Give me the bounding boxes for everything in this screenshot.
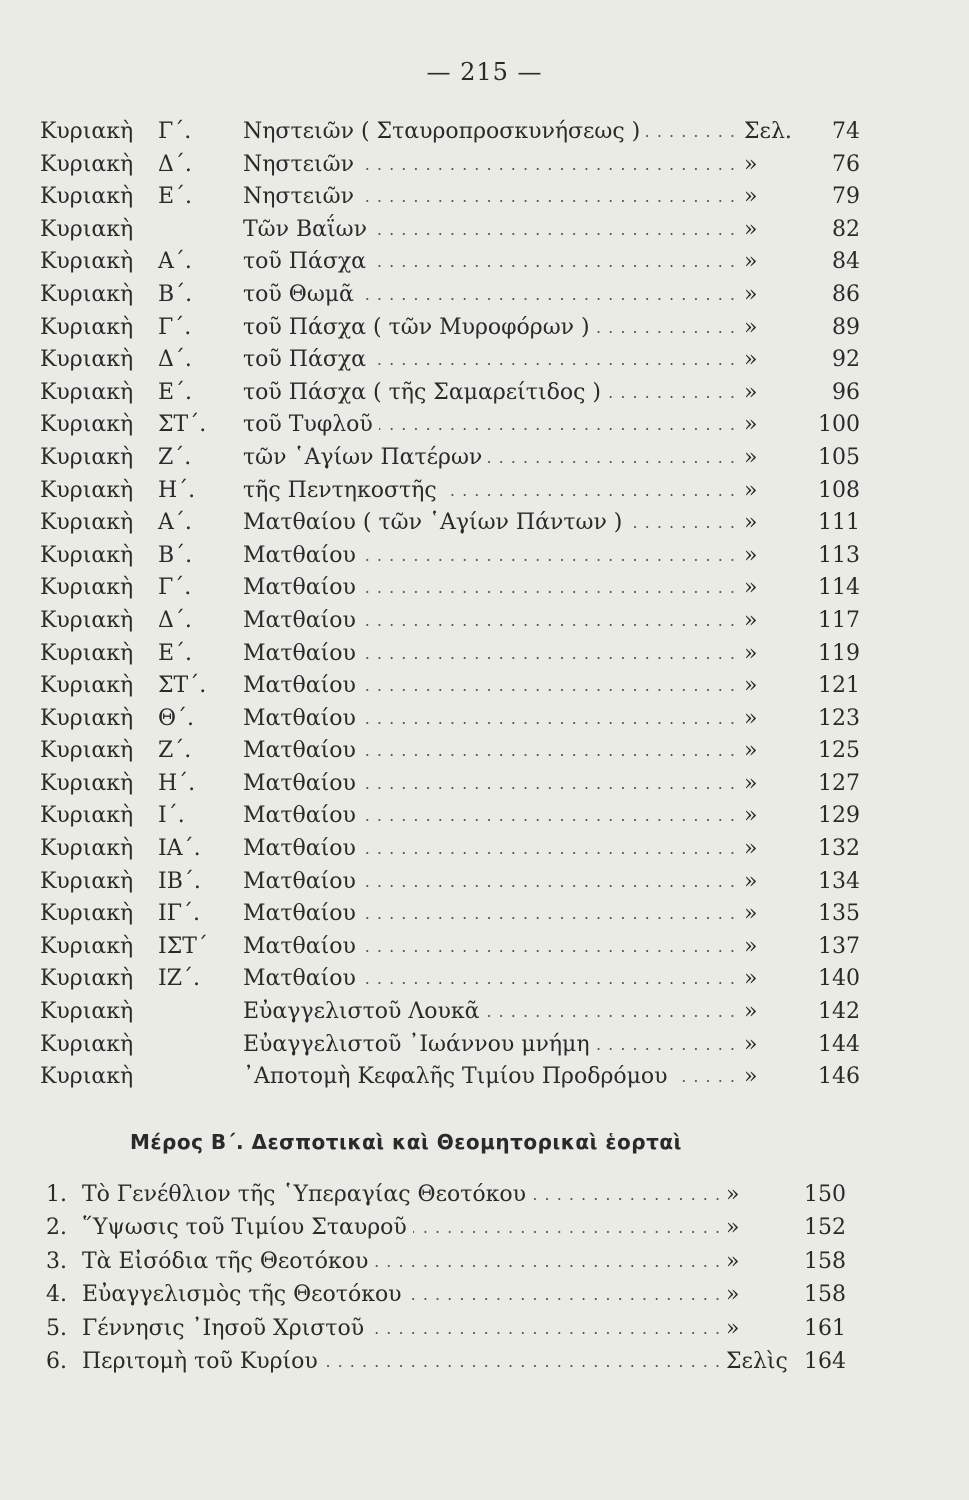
toc-marker: » — [740, 768, 806, 801]
toc-marker: » — [740, 1061, 806, 1094]
toc-marker: » — [740, 1029, 806, 1062]
toc-page: 105 — [818, 444, 860, 470]
toc-page: 134 — [818, 868, 860, 894]
toc-marker: » — [740, 442, 806, 475]
toc-title: τῶν ῾Αγίων Πατέρων — [243, 445, 488, 470]
toc-row — [40, 344, 860, 377]
feast-marker: » — [722, 1278, 796, 1311]
toc-title-cell — [243, 116, 798, 149]
toc-marker: » — [740, 344, 806, 377]
toc-page: 113 — [818, 542, 860, 568]
toc-page: 132 — [818, 836, 860, 862]
toc-title: Ματθαίου ( τῶν ῾Αγίων Πάντων ) — [243, 510, 628, 535]
toc-page: 121 — [818, 673, 860, 699]
toc-day: Κυριακὴ — [40, 607, 134, 633]
toc-page: 79 — [832, 184, 860, 210]
toc-marker: » — [740, 898, 806, 931]
toc-page: 117 — [818, 607, 860, 633]
toc-ordinal: Δ΄. — [158, 607, 192, 633]
toc-page: 108 — [818, 477, 860, 503]
toc-day: Κυριακὴ — [40, 803, 134, 829]
toc-title-cell — [243, 572, 798, 605]
toc-page: 140 — [818, 966, 860, 992]
toc-title-cell — [243, 963, 798, 996]
feast-number: 5. — [46, 1315, 67, 1341]
toc-title-cell — [243, 735, 798, 768]
feast-number: 4. — [46, 1282, 67, 1308]
toc-title: Ματθαίου — [243, 803, 362, 828]
feast-title: Περιτομὴ τοῦ Κυρίου — [82, 1349, 324, 1374]
toc-page: 146 — [818, 1064, 860, 1090]
toc-marker: » — [740, 572, 806, 605]
toc-row — [40, 116, 860, 149]
toc-ordinal: Ε΄. — [158, 379, 193, 405]
toc-page: 123 — [818, 705, 860, 731]
feast-page: 150 — [804, 1182, 846, 1207]
toc-page: 92 — [832, 347, 860, 373]
toc-page: 135 — [818, 901, 860, 927]
toc-title-cell — [243, 898, 798, 931]
toc-row — [40, 572, 860, 605]
toc-page: 96 — [832, 379, 860, 405]
toc-title-cell — [243, 866, 798, 899]
toc-title: Νηστειῶν ( Σταυροπροσκυνήσεως ) — [243, 119, 646, 144]
toc-day: Κυριακὴ — [40, 249, 134, 275]
toc-ordinal: Β΄. — [158, 542, 193, 568]
toc-title-cell — [243, 703, 798, 736]
feast-marker: » — [722, 1178, 796, 1211]
feast-row — [46, 1211, 850, 1244]
toc-title: Ματθαίου — [243, 608, 362, 633]
toc-ordinal: Ι΄. — [158, 803, 185, 829]
toc-marker: » — [740, 540, 806, 573]
feast-row — [46, 1278, 850, 1311]
feast-number: 1. — [46, 1182, 67, 1207]
toc-page: 89 — [832, 314, 860, 340]
toc-title-cell — [243, 181, 798, 214]
toc-row — [40, 507, 860, 540]
toc-day: Κυριακὴ — [40, 1031, 134, 1057]
toc-page: 114 — [818, 575, 860, 601]
toc-ordinal: ΙΒ΄. — [158, 868, 201, 894]
toc-marker: » — [740, 866, 806, 899]
toc-page: 127 — [818, 770, 860, 796]
toc-marker: » — [740, 833, 806, 866]
toc-title: Ματθαίου — [243, 966, 362, 991]
toc-title: Εὐαγγελιστοῦ ᾿Ιωάννου μνήμη — [243, 1032, 596, 1057]
toc-day: Κυριακὴ — [40, 510, 134, 536]
toc-row — [40, 605, 860, 638]
toc-row — [40, 768, 860, 801]
toc-ordinal: Γ΄. — [158, 314, 192, 340]
toc-title-cell — [243, 409, 798, 442]
feast-marker: » — [722, 1211, 796, 1244]
feast-title-cell — [82, 1312, 750, 1345]
toc-title-cell — [243, 377, 798, 410]
toc-ordinal: ΙΣΤ΄ — [158, 933, 208, 959]
feast-page: 152 — [804, 1215, 846, 1241]
toc-day: Κυριακὴ — [40, 347, 134, 373]
toc-row — [40, 703, 860, 736]
toc-title-cell — [243, 312, 798, 345]
toc-title-cell — [243, 442, 798, 475]
toc-marker: » — [740, 507, 806, 540]
toc-marker: » — [740, 475, 806, 508]
toc-day: Κυριακὴ — [40, 444, 134, 470]
feasts-list — [46, 1178, 850, 1378]
toc-row — [40, 833, 860, 866]
feast-title-cell — [82, 1178, 750, 1211]
toc-page: 76 — [832, 151, 860, 177]
toc-title: Ματθαίου — [243, 934, 362, 959]
toc-title-cell — [243, 475, 798, 508]
toc-day: Κυριακὴ — [40, 1064, 134, 1090]
toc-title-cell — [243, 214, 798, 247]
toc-page: 119 — [818, 640, 860, 666]
toc-title: τοῦ Πάσχα ( τῶν Μυροφόρων ) — [243, 315, 596, 340]
toc-marker: » — [740, 214, 806, 247]
toc-row — [40, 735, 860, 768]
toc-title: Νηστειῶν — [243, 184, 360, 209]
toc-title: Εὐαγγελιστοῦ Λουκᾶ — [243, 999, 485, 1024]
toc-marker: » — [740, 963, 806, 996]
toc-row — [40, 312, 860, 345]
toc-marker: » — [740, 181, 806, 214]
toc-day: Κυριακὴ — [40, 151, 134, 177]
feast-marker: Σελὶς — [722, 1345, 796, 1378]
toc-day: Κυριακὴ — [40, 705, 134, 731]
toc-ordinal: Ζ΄. — [158, 444, 192, 470]
section-title: Μέρος Β΄. Δεσποτικαὶ καὶ Θεομητορικαὶ ἑορταὶ — [130, 1130, 682, 1154]
toc-row — [40, 931, 860, 964]
toc-ordinal: Γ΄. — [158, 119, 192, 144]
toc-marker: » — [740, 735, 806, 768]
toc-page: 100 — [818, 412, 860, 438]
toc-day: Κυριακὴ — [40, 999, 134, 1025]
toc-marker: » — [740, 149, 806, 182]
toc-title: Τῶν Βαΐων — [243, 217, 373, 242]
toc-day: Κυριακὴ — [40, 640, 134, 666]
toc-title-cell — [243, 507, 798, 540]
feast-title: Γέννησις ᾿Ιησοῦ Χριστοῦ — [82, 1316, 370, 1341]
toc-page: 82 — [832, 216, 860, 242]
feast-title: Εὐαγγελισμὸς τῆς Θεοτόκου — [82, 1282, 408, 1307]
toc-title: τῆς Πεντηκοστῆς — [243, 478, 443, 503]
toc-title: τοῦ Πάσχα — [243, 249, 372, 274]
toc-day: Κυριακὴ — [40, 770, 134, 796]
toc-marker: » — [740, 605, 806, 638]
toc-ordinal: Θ΄. — [158, 705, 195, 731]
toc-ordinal: Ε΄. — [158, 184, 193, 210]
toc-day: Κυριακὴ — [40, 901, 134, 927]
toc-row — [40, 800, 860, 833]
feast-title-cell — [82, 1278, 750, 1311]
feast-number: 6. — [46, 1348, 67, 1374]
toc-title: Ματθαίου — [243, 543, 362, 568]
toc-day: Κυριακὴ — [40, 119, 134, 144]
toc-title-cell — [243, 344, 798, 377]
toc-row — [40, 963, 860, 996]
feast-title-cell — [82, 1245, 750, 1278]
feast-title: Τὰ Εἰσόδια τῆς Θεοτόκου — [82, 1249, 374, 1274]
toc-title: τοῦ Πάσχα — [243, 347, 372, 372]
toc-ordinal: Δ΄. — [158, 347, 192, 373]
toc-page: 111 — [818, 510, 860, 536]
feast-title-cell — [82, 1211, 750, 1244]
toc-ordinal: Β΄. — [158, 281, 193, 307]
feast-number: 2. — [46, 1215, 67, 1241]
toc-marker: » — [740, 638, 806, 671]
feast-page: 161 — [804, 1315, 846, 1341]
toc-title-cell — [243, 1029, 798, 1062]
toc-day: Κυριακὴ — [40, 738, 134, 764]
toc-row — [40, 377, 860, 410]
feast-title: ῞Υψωσις τοῦ Τιμίου Σταυροῦ — [82, 1215, 413, 1240]
toc-page: 74 — [832, 119, 860, 144]
toc-marker: » — [740, 409, 806, 442]
toc-title: Ματθαίου — [243, 738, 362, 763]
toc-title-cell — [243, 800, 798, 833]
toc-marker: » — [740, 996, 806, 1029]
toc-page: 129 — [818, 803, 860, 829]
toc-day: Κυριακὴ — [40, 477, 134, 503]
toc-marker: » — [740, 800, 806, 833]
toc-day: Κυριακὴ — [40, 281, 134, 307]
toc-ordinal: ΙΓ΄. — [158, 901, 200, 927]
feast-page: 164 — [804, 1348, 846, 1374]
toc-marker: » — [740, 377, 806, 410]
toc-title: Ματθαίου — [243, 869, 362, 894]
toc-page: 137 — [818, 933, 860, 959]
toc-title: ᾿Αποτομὴ Κεφαλῆς Τιμίου Προδρόμου — [243, 1064, 674, 1089]
toc-row — [40, 475, 860, 508]
toc-title-cell — [243, 149, 798, 182]
toc-ordinal: ΣΤ΄. — [158, 673, 207, 699]
toc-ordinal: Η΄. — [158, 770, 196, 796]
toc-row — [40, 540, 860, 573]
toc-day: Κυριακὴ — [40, 933, 134, 959]
toc-row — [40, 1061, 860, 1094]
toc-marker: Σελ. — [740, 116, 806, 149]
feast-marker: » — [722, 1312, 796, 1345]
toc-page: 84 — [832, 249, 860, 275]
toc-day: Κυριακὴ — [40, 966, 134, 992]
toc-ordinal: Α΄. — [158, 249, 192, 275]
toc-title-cell — [243, 996, 798, 1029]
toc-day: Κυριακὴ — [40, 216, 134, 242]
toc-title-cell — [243, 931, 798, 964]
feast-title: Τὸ Γενέθλιον τῆς ῾Υπεραγίας Θεοτόκου — [82, 1182, 532, 1207]
toc-marker: » — [740, 670, 806, 703]
toc-ordinal: Α΄. — [158, 510, 192, 536]
toc-day: Κυριακὴ — [40, 836, 134, 862]
toc-title: τοῦ Θωμᾶ — [243, 282, 360, 307]
feast-row — [46, 1245, 850, 1278]
toc-row — [40, 149, 860, 182]
toc-title: Ματθαίου — [243, 641, 362, 666]
toc-marker: » — [740, 312, 806, 345]
toc-row — [40, 996, 860, 1029]
toc-row — [40, 214, 860, 247]
toc-ordinal: ΣΤ΄. — [158, 412, 207, 438]
toc-day: Κυριακὴ — [40, 379, 134, 405]
toc-title: τοῦ Τυφλοῦ — [243, 412, 379, 437]
feast-title-cell — [82, 1345, 750, 1378]
toc-row — [40, 246, 860, 279]
toc-ordinal: ΙΖ΄. — [158, 966, 200, 992]
toc-title: Ματθαίου — [243, 706, 362, 731]
toc-title: Ματθαίου — [243, 575, 362, 600]
toc-title: Ματθαίου — [243, 673, 362, 698]
toc-ordinal: Δ΄. — [158, 151, 192, 177]
toc-row — [40, 1029, 860, 1062]
feast-marker: » — [722, 1245, 796, 1278]
toc-ordinal: Ζ΄. — [158, 738, 192, 764]
toc-ordinal: Η΄. — [158, 477, 196, 503]
toc-ordinal: Ε΄. — [158, 640, 193, 666]
toc-day: Κυριακὴ — [40, 412, 134, 438]
toc-page: 86 — [832, 281, 860, 307]
toc-row — [40, 279, 860, 312]
toc-day: Κυριακὴ — [40, 314, 134, 340]
toc-row — [40, 181, 860, 214]
toc-title-cell — [243, 638, 798, 671]
toc-row — [40, 638, 860, 671]
feast-page: 158 — [804, 1248, 846, 1274]
toc-marker: » — [740, 246, 806, 279]
toc-title: Ματθαίου — [243, 836, 362, 861]
toc-title-cell — [243, 1061, 798, 1094]
toc-title-cell — [243, 246, 798, 279]
toc-title-cell — [243, 605, 798, 638]
toc-title-cell — [243, 279, 798, 312]
toc-row — [40, 866, 860, 899]
feast-row — [46, 1345, 850, 1378]
toc-page: 144 — [818, 1031, 860, 1057]
toc-title: Ματθαίου — [243, 771, 362, 796]
toc-marker: » — [740, 703, 806, 736]
toc-day: Κυριακὴ — [40, 575, 134, 601]
feast-page: 158 — [804, 1282, 846, 1308]
toc-marker: » — [740, 931, 806, 964]
toc-ordinal: Γ΄. — [158, 575, 192, 601]
toc-title: τοῦ Πάσχα ( τῆς Σαμαρείτιδος ) — [243, 380, 607, 405]
toc-title-cell — [243, 670, 798, 703]
toc-day: Κυριακὴ — [40, 184, 134, 210]
toc-row — [40, 442, 860, 475]
toc-title: Ματθαίου — [243, 901, 362, 926]
toc-title-cell — [243, 833, 798, 866]
feast-row — [46, 1178, 850, 1211]
feast-number: 3. — [46, 1248, 67, 1274]
toc-title-cell — [243, 768, 798, 801]
toc-day: Κυριακὴ — [40, 673, 134, 699]
feast-row — [46, 1312, 850, 1345]
toc-page: 125 — [818, 738, 860, 764]
toc-ordinal: ΙΑ΄. — [158, 836, 201, 862]
toc-row — [40, 409, 860, 442]
toc-title: Νηστειῶν — [243, 152, 360, 177]
toc-row — [40, 670, 860, 703]
toc-day: Κυριακὴ — [40, 868, 134, 894]
toc-title-cell — [243, 540, 798, 573]
toc-page: 142 — [818, 999, 860, 1025]
table-of-contents — [40, 116, 860, 1094]
toc-row — [40, 898, 860, 931]
toc-marker: » — [740, 279, 806, 312]
page-number: — 215 — — [426, 58, 543, 86]
toc-day: Κυριακὴ — [40, 542, 134, 568]
